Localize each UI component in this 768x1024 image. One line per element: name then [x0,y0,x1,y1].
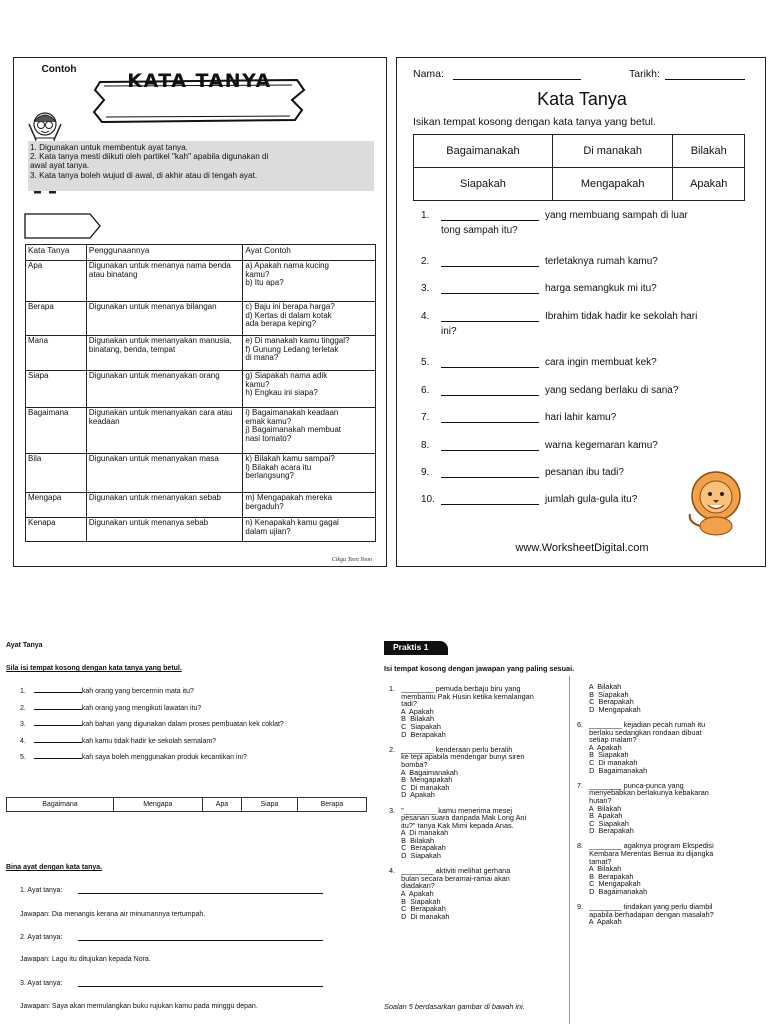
kata-cell: Bila [26,454,87,493]
contoh-cell: e) Di manakah kamu tinggal? f) Gunung Ledang terletak di mana? [243,336,376,371]
section-title: Bina ayat dengan kata tanya. [6,864,103,871]
mcq-line: A Apakah [389,706,434,716]
kata-cell: Kenapa [26,518,87,542]
question-continuation: tong sampah itu? [441,225,518,236]
question-item: 8. warna kegemaran kamu? [421,440,658,451]
mcq-line: diadakan? [389,881,435,891]
mcq-line: B Siapakah [577,750,629,760]
guna-cell: Digunakan untuk menanya sebab [86,518,242,542]
mcq-line: 4. ________ aktiviti melihat gerhana [389,866,511,876]
note-line: 1. Digunakan untuk membentuk ayat tanya. [30,143,188,152]
question-item: 6. yang sedang berlaku di sana? [421,385,679,396]
kata-cell: Bagaimana [26,408,87,454]
answer-blank[interactable] [441,497,539,505]
fill-item: 1. kah orang yang bercermin mata itu? [20,688,194,695]
answer-blank[interactable] [34,709,82,710]
table-header: Penggunaannya [86,245,242,261]
mcq-line: bomba? [389,759,428,769]
mcq-line: tadi? [389,699,417,709]
guna-cell: Digunakan untuk menanya bilangan [86,302,242,336]
mcq-line: C Siapakah [389,721,441,731]
tarikh-label: Tarikh: [629,68,660,80]
mcq-line: A Bilakah [577,864,622,874]
word-bank-cell: Berapa [297,798,366,812]
mcq-line: B Mengapakah [389,775,453,785]
mcq-column-right [577,683,714,926]
guna-cell: Digunakan untuk menanyakan orang [86,371,242,408]
answer-blank[interactable] [441,360,539,368]
mcq-line: D Apakah [389,790,435,800]
contoh-cell: g) Siapakah nama adik kamu? h) Engkau ini siapa? [243,371,376,408]
author-credit: Cikgu Teen Yoon [331,557,372,563]
guna-cell: Digunakan untuk menanyakan manusia, binatang, benda, tempat [86,336,242,371]
word-bank-cell: Bagaimana [7,798,114,812]
guna-cell: Digunakan untuk menanyakan cara atau keadaan [86,408,242,454]
jawapan-text: Jawapan: Dia menangis kerana air minumannya tertumpah. [20,911,206,918]
table-row [26,518,376,542]
answer-blank[interactable] [441,415,539,423]
mcq-line: B Bilakah [389,835,435,845]
instruction: Isikan tempat kosong dengan kata tanya yang betul. [413,116,656,128]
mcq-line: B Siapakah [577,689,629,699]
table-row [26,371,376,408]
mcq-line: A Apakah [577,917,622,927]
answer-blank[interactable] [34,692,82,693]
answer-blank[interactable] [441,286,539,294]
mcq-line: D Bagaimanakah [577,887,648,897]
mcq-line: 1. ________ pemuda berbaju biru yang [389,684,521,693]
ayat-tanya-field[interactable] [78,940,323,941]
worksheet-title: Kata Tanya [537,89,627,109]
mcq-line: B Apakah [577,811,623,821]
mcq-line: D Berapakah [577,826,634,836]
word-bank-cell: Apa [202,798,242,812]
jawapan-text: Jawapan: Saya akan memulangkan buku rujukan kamu pada minggu depan. [20,1003,258,1010]
mcq-line: 3. "________ kamu menerima mesej [389,805,513,815]
word-bank-cell: Mengapakah [552,168,673,201]
instruction: Isi tempat kosong dengan jawapan yang paling sesuai. [384,664,575,673]
question-item: 1. yang membuang sampah di luar [421,210,688,221]
mcq-line: D Bagaimanakah [577,765,648,775]
mcq-line: tamat? [577,856,612,866]
word-bank-cell: Bagaimanakah [414,135,553,168]
kata-tanya-worksheet-panel [396,57,766,567]
answer-blank[interactable] [441,443,539,451]
website-link[interactable]: www.WorksheetDigital.com [515,542,649,554]
mcq-line: berlaku sedangkan rondaan dibuat [577,727,702,737]
kata-tanya-notes-panel [13,57,387,567]
contoh-cell: m) Mengapakah mereka bergaduh? [243,493,376,518]
praktis-badge: Praktis 1 [384,641,448,655]
mcq-line: apabila berhadapan dengan masalah? [577,909,714,919]
question-item: 9. pesanan ibu tadi? [421,467,624,478]
word-bank-cell: Bilakah [673,135,745,168]
note-line: 3. Kata tanya boleh wujud di awal, di akhir atau di tengah ayat. [30,170,258,180]
mcq-line: membantu Pak Husin ketika kemalangan [389,691,534,701]
mcq-line: C Berapakah [577,697,634,707]
ayat-tanya-label: 2. Ayat tanya: [20,934,63,941]
mcq-line: setiap malam? [577,735,637,745]
mcq-line: A Di manakah [389,828,449,838]
answer-blank[interactable] [441,314,539,322]
mcq-line: D Siapakah [389,851,441,861]
mcq-line: C Mengapakah [577,879,641,889]
mcq-line: hutan? [577,795,612,805]
kata-tanya-table [25,244,376,542]
fill-item: 5. kah saya boleh menggunakan produk kecantikan ini? [20,754,247,761]
mcq-line: menyebabkan berlakunya kebakaran [577,788,709,798]
mcq-line: A Bagaimanakah [389,767,458,777]
mcq-line: B Bilakah [389,714,435,724]
mcq-line: itu?" tanya Kak Mimi kepada Anas. [389,820,514,830]
mcq-line: 2. ________ kenderaan perlu beralih [389,744,513,754]
page-title: KATA TANYA [127,70,272,92]
contoh-cell: i) Bagaimanakah keadaan emak kamu? j) Bagaimanakah membuat nasi tomato? [243,408,376,454]
mcq-line: D Di manakah [389,911,450,921]
word-bank-cell: Siapakah [414,168,553,201]
mcq-line: bulan secara beramai-ramai akan [389,873,510,883]
mcq-line: D Berapakah [389,729,446,739]
table-row [26,454,376,493]
question-item: 5. cara ingin membuat kek? [421,357,657,368]
instruction: Sila isi tempat kosong dengan kata tanya yang betul. [6,665,182,672]
word-bank-cell: Apakah [673,168,745,201]
mcq-line: A Bilakah [577,682,622,691]
ayat-tanya-label: 1. Ayat tanya: [20,887,63,894]
mcq-line: 7. ________ punca-punca yang [577,780,684,790]
contoh-cell: k) Bilakah kamu sampai? l) Bilakah acara itu berlangsung? [243,454,376,493]
table-header: Kata Tanya [26,245,87,261]
mcq-line: D Mengapakah [577,704,641,714]
nama-field[interactable] [453,79,581,80]
answer-blank[interactable] [34,725,82,726]
mcq-line: B Berapakah [577,871,634,881]
mcq-line: C Berapakah [389,843,446,853]
table-header: Ayat Contoh [243,245,376,261]
mcq-line: 6. ________ kejadian pecah rumah itu [577,719,706,729]
mcq-line: A Bilakah [577,803,622,813]
mcq-line: A Apakah [577,742,622,752]
kata-cell: Siapa [26,371,87,408]
mcq-line: C Siapakah [577,818,629,828]
mcq-column-left [389,685,534,920]
notes-box [28,141,374,191]
table-row [26,336,376,371]
note-line: awal ayat tanya. [30,161,90,171]
tarikh-field[interactable] [665,79,745,80]
contoh-cell: a) Apakah nama kucing kamu? b) Itu apa? [243,261,376,302]
ayat-tanya-field[interactable] [78,986,323,987]
nama-label: Nama: [413,68,444,80]
mcq-line: A Apakah [389,889,434,899]
mcq-line: B Siapakah [389,896,441,906]
contoh-cell: n) Kenapakah kamu gagal dalam ujian? [243,518,376,542]
word-bank-cell: Di manakah [552,135,673,168]
word-bank-cell: Siapa [242,798,298,812]
fill-item: 2. kah orang yang mengikuti lawatan itu? [20,705,202,712]
mcq-line: C Di manakah [577,757,638,767]
table-row [26,493,376,518]
mcq-line: Kembara Merentas Benua itu dijangka [577,849,714,859]
mcq-line: ke tepi apabila mendengar bunyi siren [389,752,525,762]
contoh-tag [24,213,102,239]
question-continuation: ini? [441,326,457,337]
table-row [26,302,376,336]
contoh-label: Contoh [41,64,77,75]
mcq-line: 9. ________ tindakan yang perlu diambil [577,902,713,912]
fill-item: 3. kah bahan yang digunakan dalam proses pembuatan kek coklat? [20,721,284,728]
answer-blank[interactable] [441,470,539,478]
guna-cell: Digunakan untuk menanyakan masa [86,454,242,493]
answer-blank[interactable] [34,758,82,759]
ayat-tanya-field[interactable] [78,893,323,894]
table-row [26,261,376,302]
question-item: 3. harga semangkuk mi itu? [421,283,657,294]
fill-item: 4. kah kamu tidak hadir ke sekolah semalam? [20,738,217,745]
mcq-line: C Berapakah [389,904,446,914]
footer-note: Soalan 5 berdasarkan gambar di bawah ini. [384,1002,525,1011]
ayat-tanya-label: 3. Ayat tanya: [20,980,63,987]
lion-cartoon-icon [682,470,750,536]
answer-blank[interactable] [441,388,539,396]
jawapan-text: Jawapan: Lagu itu ditujukan kepada Nora. [20,956,151,963]
answer-blank[interactable] [34,742,82,743]
mcq-line: C Di manakah [389,782,450,792]
word-bank-cell: Mengapa [113,798,202,812]
question-item: 2. terletaknya rumah kamu? [421,256,658,267]
question-item: 10. jumlah gula-gula itu? [421,494,638,505]
kata-cell: Mana [26,336,87,371]
word-bank-table [413,134,745,201]
answer-blank[interactable] [441,259,539,267]
section-title: Ayat Tanya [6,642,43,649]
column-divider [569,676,570,1024]
kata-cell: Apa [26,261,87,302]
kata-cell: Berapa [26,302,87,336]
table-row [26,408,376,454]
answer-blank[interactable] [441,213,539,221]
kata-cell: Mengapa [26,493,87,518]
mcq-line: 8. ________ agaknya program Ekspedisi [577,841,714,851]
word-bank-table [6,797,367,812]
mcq-line: pesanan suara daripada Mak Long Ani [389,813,527,823]
question-item: 7. hari lahir kamu? [421,412,617,423]
guna-cell: Digunakan untuk menanya nama benda atau binatang [86,261,242,302]
guna-cell: Digunakan untuk menanyakan sebab [86,493,242,518]
question-item: 4. Ibrahim tidak hadir ke sekolah hari [421,311,698,322]
note-line: 2. Kata tanya mesti diikuti oleh partikel "kah" apabila digunakan di [30,152,269,162]
contoh-cell: c) Baju ini berapa harga? d) Kertas di dalam kotak ada berapa keping? [243,302,376,336]
